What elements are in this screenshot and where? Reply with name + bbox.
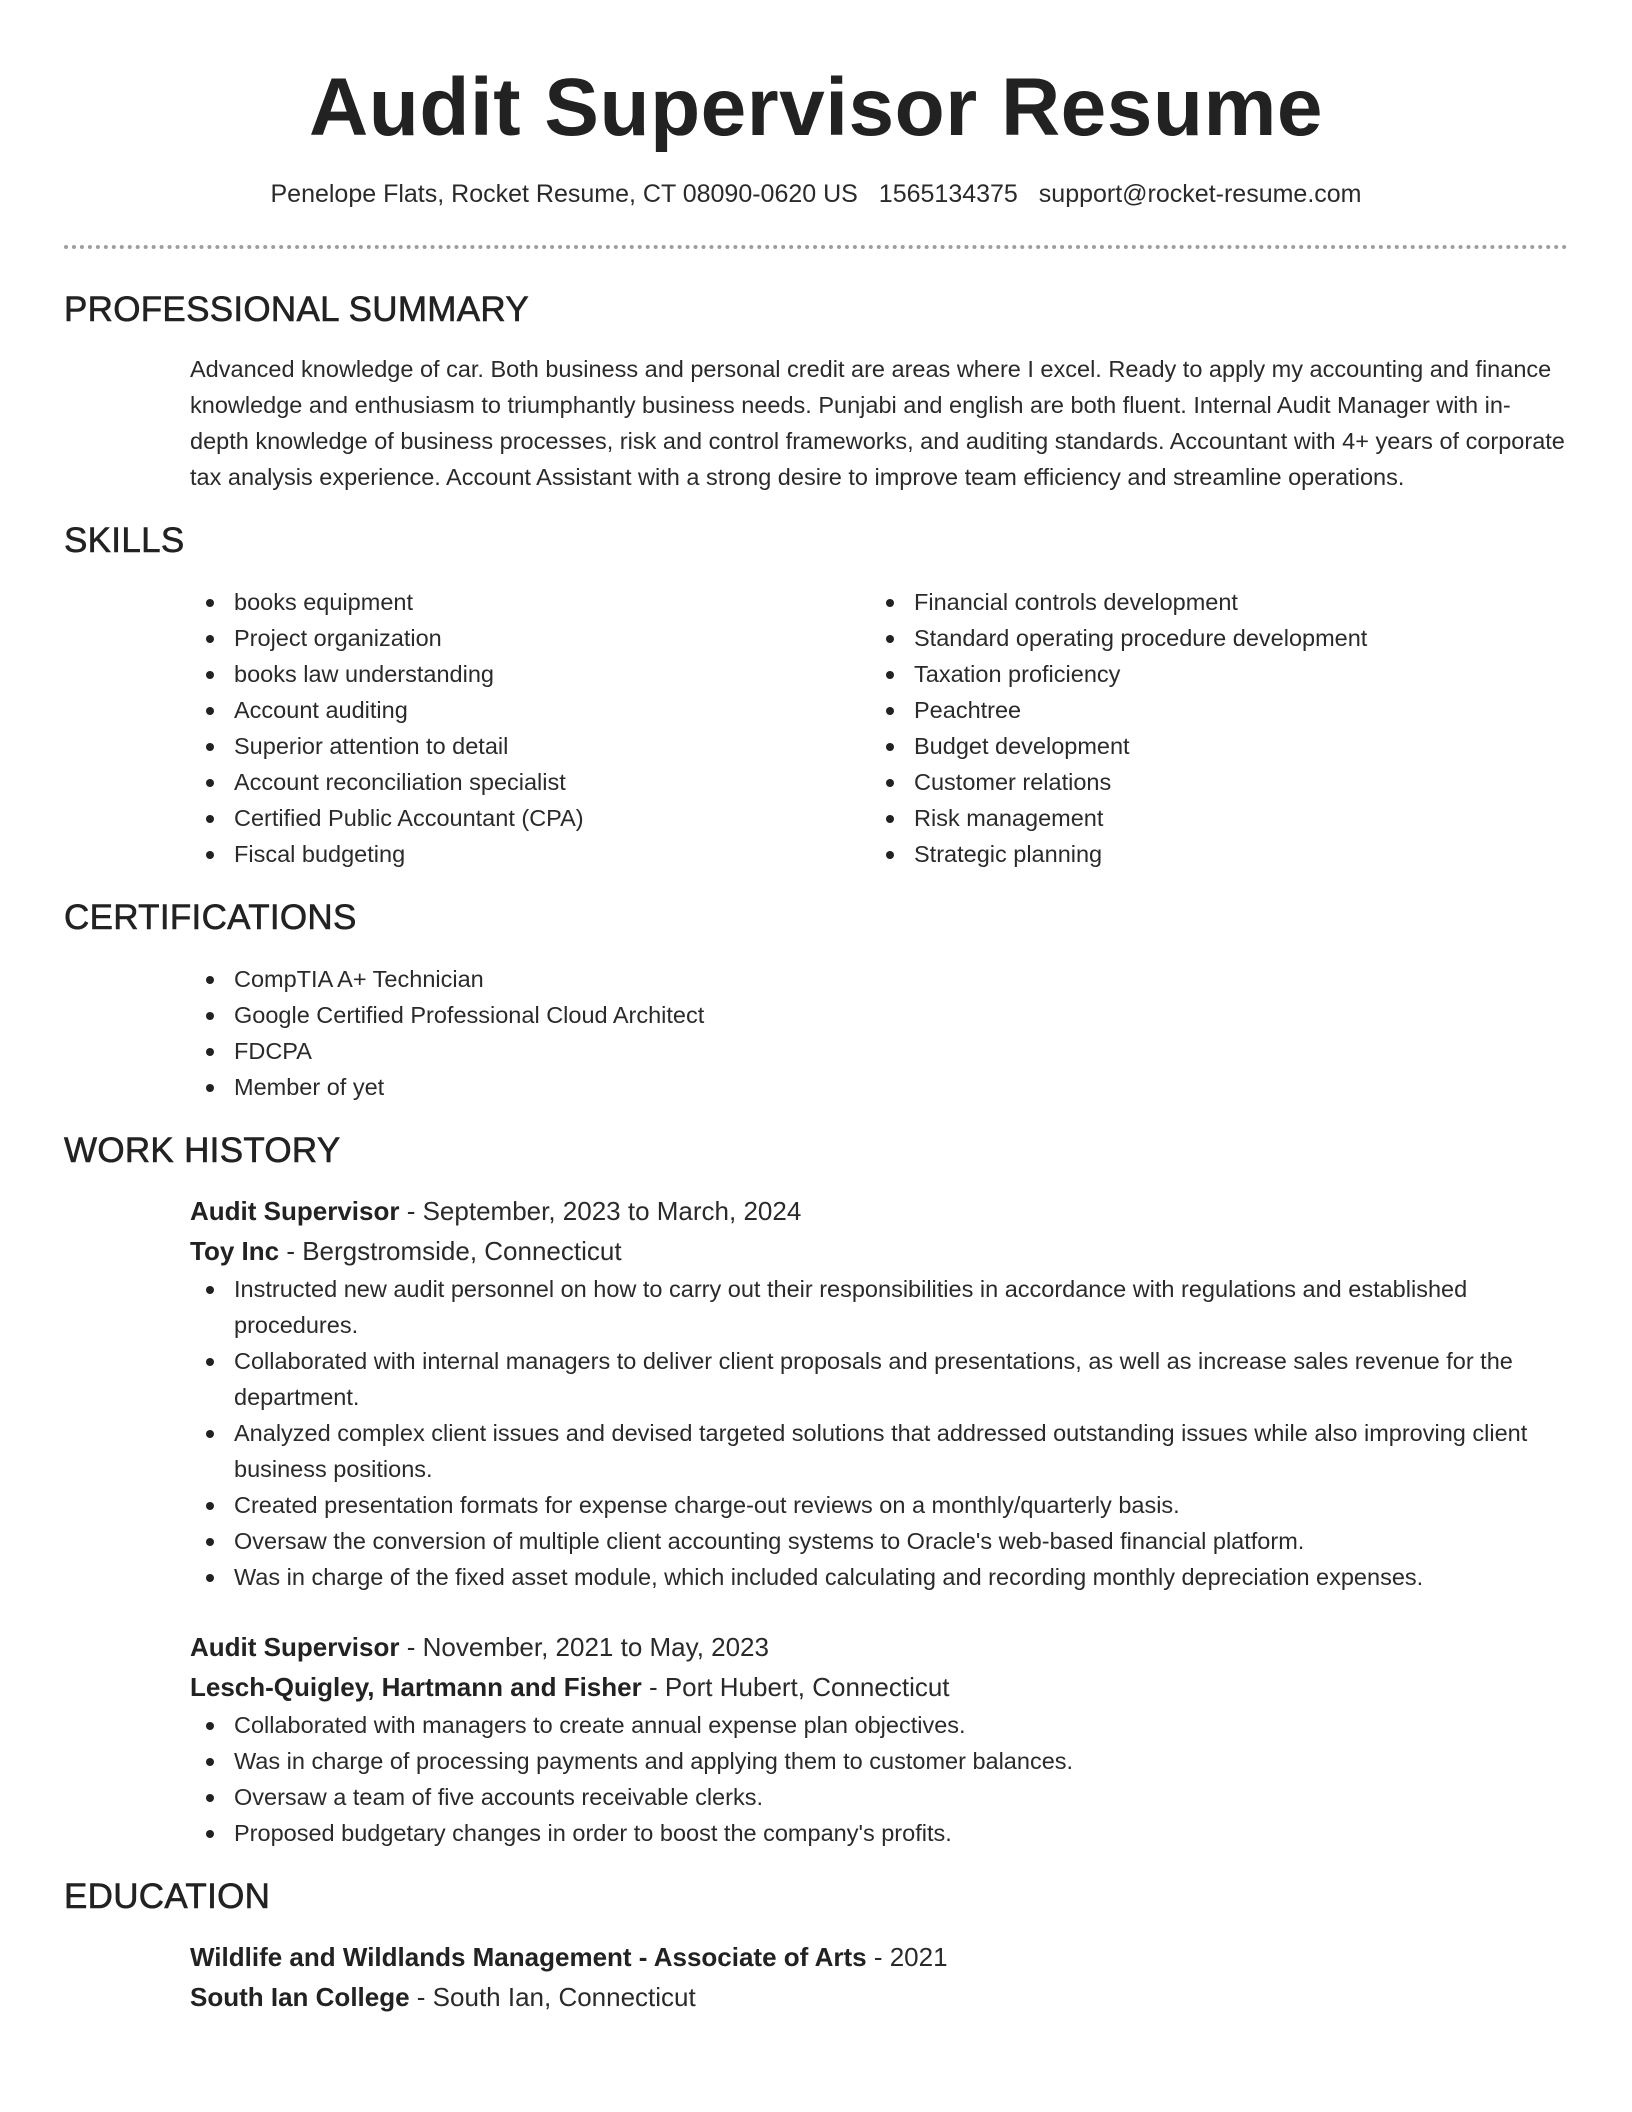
education-year: - 2021 [866,1942,948,1972]
skill-item: Strategic planning [870,836,1550,872]
job-duty: Proposed budgetary changes in order to boost the company's profits. [190,1815,1568,1851]
skill-item: books law understanding [190,656,870,692]
education-entry [190,1937,1568,2017]
skill-item: Peachtree [870,692,1550,728]
skill-item: Fiscal budgeting [190,836,870,872]
job-role: Audit Supervisor [190,1632,400,1662]
skills-list-left [190,584,870,872]
skill-item: Project organization [190,620,870,656]
contact-phone: 1565134375 [878,180,1018,208]
summary-heading: PROFESSIONAL SUMMARY [64,290,529,329]
certification-item: CompTIA A+ Technician [190,961,1568,997]
job-duties-list [190,1707,1568,1851]
certification-item: FDCPA [190,1033,1568,1069]
job-entry [190,1627,1568,1851]
job-dates: - September, 2023 to March, 2024 [399,1196,802,1226]
work-history-heading: WORK HISTORY [64,1131,341,1170]
header-divider [64,245,1568,249]
job-duty: Oversaw the conversion of multiple client accounting systems to Oracle's web-based financial platform. [190,1523,1568,1559]
job-company-line [190,1231,1568,1271]
skill-item: Financial controls development [870,584,1550,620]
job-company: Lesch-Quigley, Hartmann and Fisher [190,1672,642,1702]
job-duty: Analyzed complex client issues and devised targeted solutions that addressed outstanding issues while also improving client business positions. [190,1415,1568,1487]
skills-list-right [870,584,1550,872]
skill-item: books equipment [190,584,870,620]
education-degree-line [190,1937,1568,1977]
job-duty: Created presentation formats for expense charge-out reviews on a monthly/quarterly basis. [190,1487,1568,1523]
job-company-line [190,1667,1568,1707]
job-duty: Instructed new audit personnel on how to carry out their responsibilities in accordance with regulations and established procedures. [190,1271,1568,1343]
resume-page [64,0,1568,2017]
education-school: South Ian College [190,1982,410,2012]
contact-email: support@rocket-resume.com [1038,180,1362,208]
skill-item: Account reconciliation specialist [190,764,870,800]
skill-item: Account auditing [190,692,870,728]
skill-item: Risk management [870,800,1550,836]
education-location: - South Ian, Connecticut [409,1982,696,2012]
skill-item: Certified Public Accountant (CPA) [190,800,870,836]
job-dates: - November, 2021 to May, 2023 [399,1632,769,1662]
skill-item: Taxation proficiency [870,656,1550,692]
job-duty: Was in charge of the fixed asset module, which included calculating and recording monthly depreciation expenses. [190,1559,1568,1595]
skills-columns [190,584,1568,872]
education-school-line [190,1977,1568,2017]
job-duty: Collaborated with managers to create annual expense plan objectives. [190,1707,1568,1743]
job-entry [190,1191,1568,1595]
job-location: - Bergstromside, Connecticut [279,1236,622,1266]
contact-address: Penelope Flats, Rocket Resume, CT 08090-0620 US [270,180,858,208]
resume-title: Audit Supervisor Resume [309,62,1323,153]
job-duty: Was in charge of processing payments and applying them to customer balances. [190,1743,1568,1779]
job-role: Audit Supervisor [190,1196,400,1226]
skills-heading: SKILLS [64,521,185,560]
education-heading: EDUCATION [64,1877,271,1916]
skill-item: Budget development [870,728,1550,764]
certifications-list [190,961,1568,1105]
summary-text: Advanced knowledge of car. Both business and personal credit are areas where I excel. Ready to apply my accounting and finance knowledge and enthusiasm to triumphantly business needs. Punjabi and english are both fluent. Internal Audit Manager with in-depth knowledge of business processes, risk and control frameworks, and auditing standards. Accountant with 4+ years of corporate tax analysis experience. Account Assistant with a strong desire to improve team efficiency and streamline operations. [190,356,1565,490]
education-degree: Wildlife and Wildlands Management - Associate of Arts [190,1942,867,1972]
job-role-line [190,1191,1568,1231]
job-company: Toy Inc [190,1236,280,1266]
skill-item: Superior attention to detail [190,728,870,764]
certification-item: Google Certified Professional Cloud Architect [190,997,1568,1033]
certification-item: Member of yet [190,1069,1568,1105]
skill-item: Customer relations [870,764,1550,800]
certifications-heading: CERTIFICATIONS [64,898,357,937]
job-role-line [190,1627,1568,1667]
job-location: - Port Hubert, Connecticut [641,1672,950,1702]
contact-line [64,176,1568,212]
job-duties-list [190,1271,1568,1595]
job-duty: Oversaw a team of five accounts receivable clerks. [190,1779,1568,1815]
skill-item: Standard operating procedure development [870,620,1550,656]
job-duty: Collaborated with internal managers to deliver client proposals and presentations, as well as increase sales revenue for the department. [190,1343,1568,1415]
